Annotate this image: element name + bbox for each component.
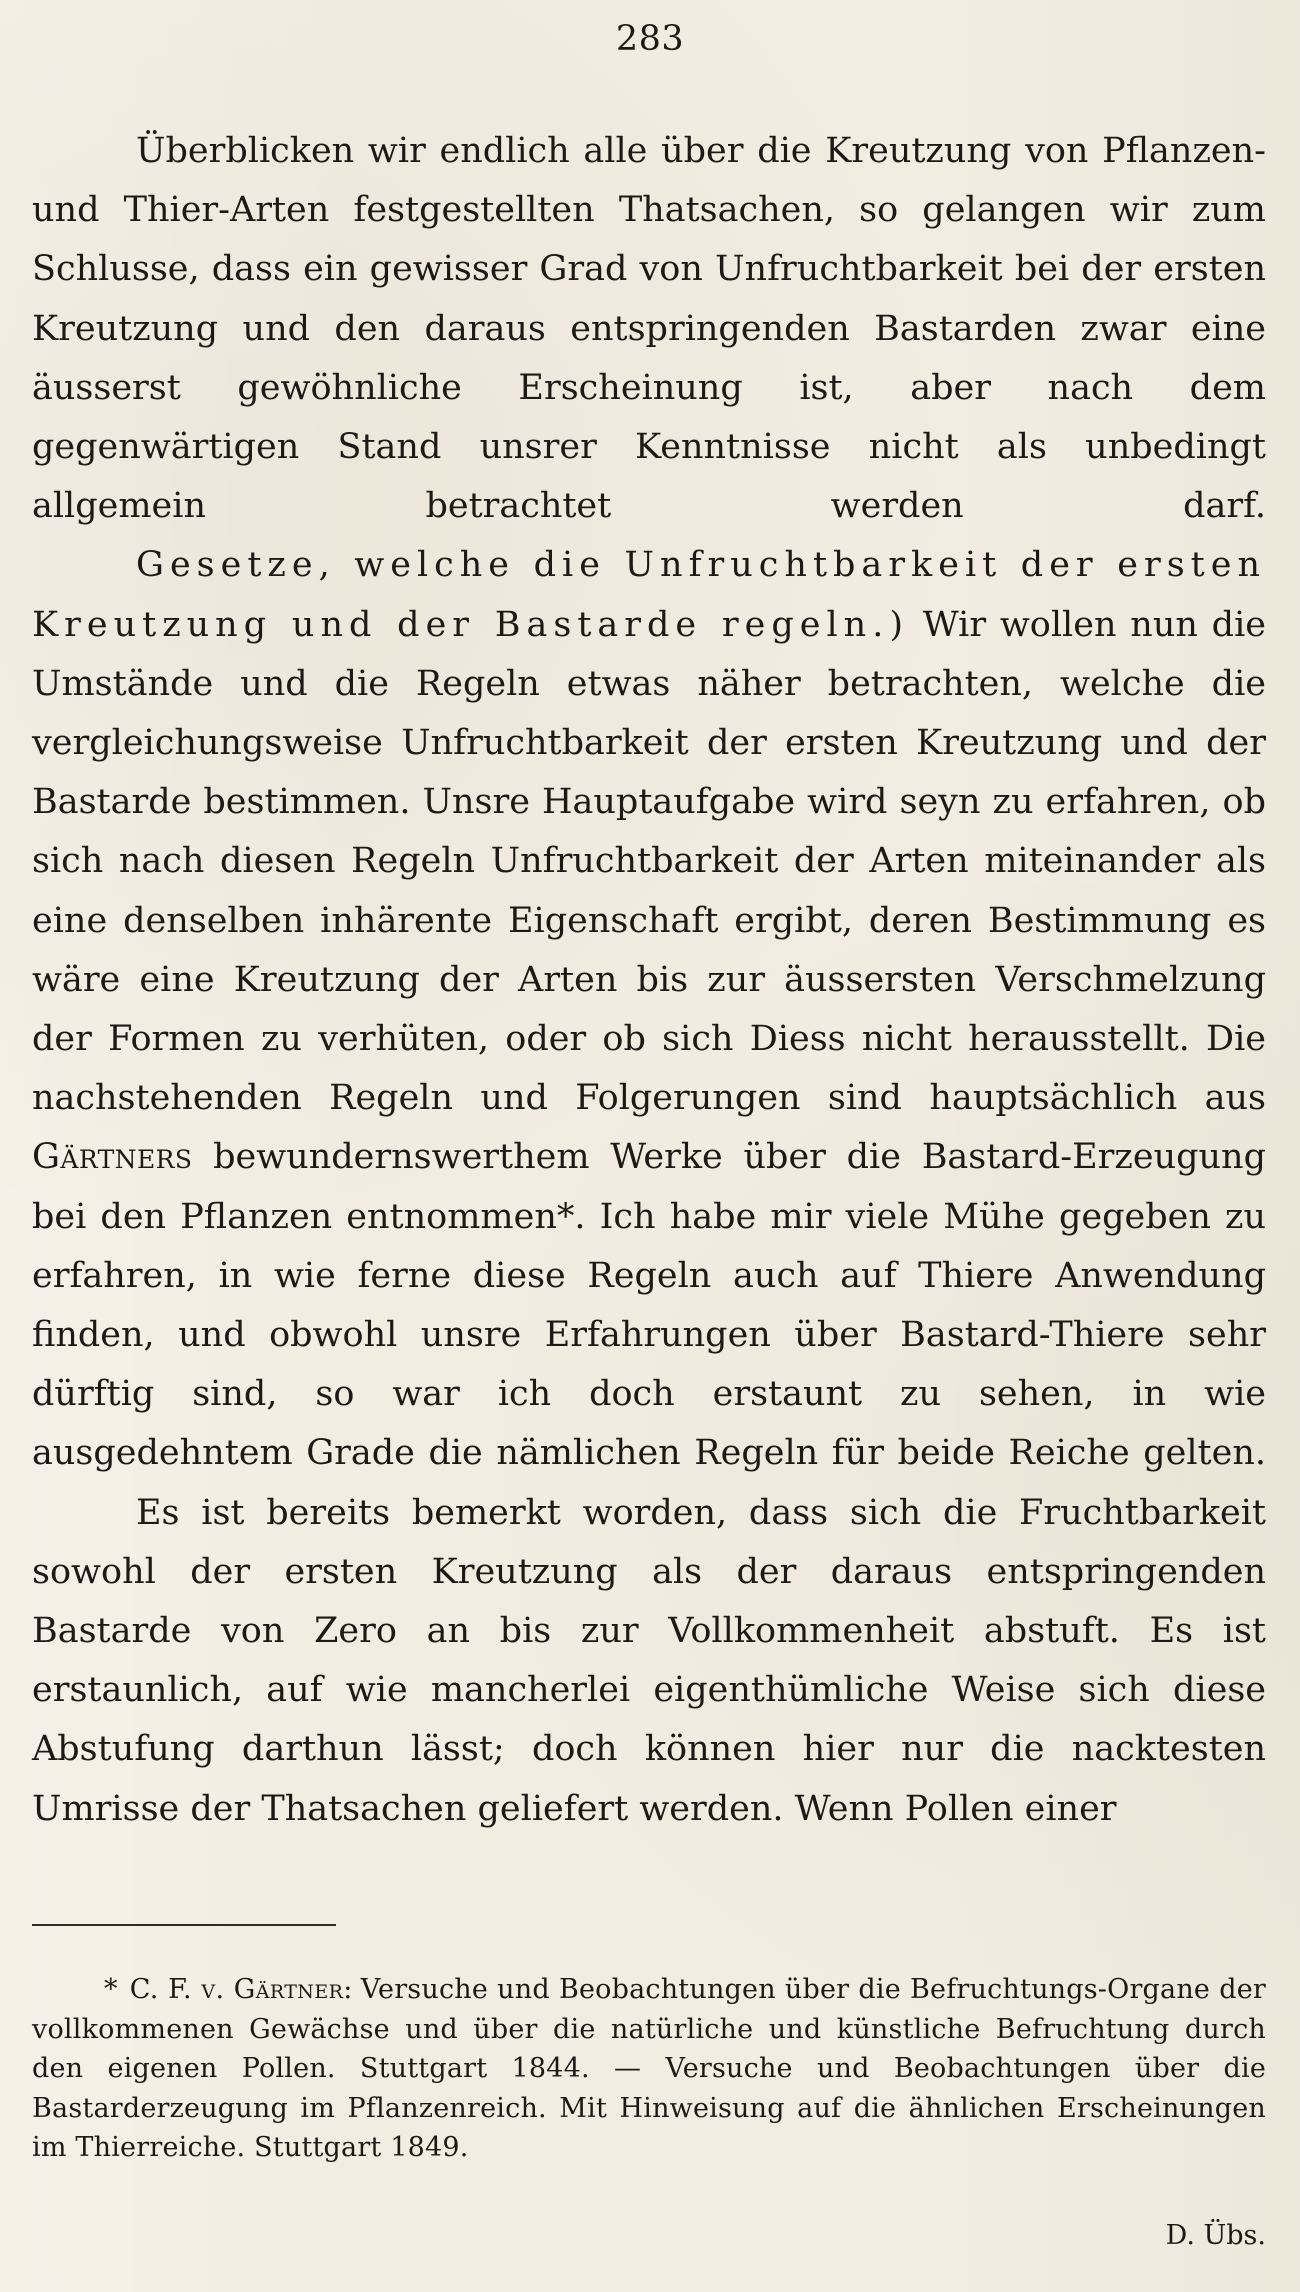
footnote-marker: * [104,1974,118,2005]
footnote-author: C. F. v. Gärtner: [129,1974,353,2005]
paragraph-fertility: Es ist bereits bemerkt worden, dass sich die Fruchtbarkeit sowohl der ersten Kreutzung als der daraus entspringenden Bastarde von Zero an bis zur Vollkommenheit abstuft. Es ist erstaunlich, auf wie mancherlei eigenthümliche Weise sich diese Abstufung darthun lässt; doch können hier nur die nacktesten Umrisse der Thatsachen geliefert werden. Wenn Pollen einer [32,1492,1266,1829]
paragraph-laws-text-after-name: bewundernswerthem Werke über die Bastard-Erzeugung bei den Pflanzen entnommen*. Ich habe mir viele Mühe gegeben zu erfahren, in wie ferne diese Regeln auch auf Thiere Anwendung finden, und obwohl unsre Erfahrungen über Bastard-Thiere sehr dürftig sind, so war ich doch erstaunt zu sehen, in wie ausgedehntem Grade die nämlichen Regeln für beide Reiche gelten. [32,1137,1266,1474]
paragraph-laws-text-before-name: Wir wollen nun die Umstände und die Regeln etwas näher betrachten, welche die vergleichungsweise Unfruchtbarkeit der ersten Kreutzung und der Bastarde bestimmen. Unsre Hauptaufgabe wird seyn zu erfahren, ob sich nach diesen Regeln Unfruchtbarkeit der Arten miteinander als eine denselben inhärente Eigenschaft ergibt, deren Bestimmung es wäre eine Kreutzung der Arten bis zur äussersten Verschmelzung der Formen zu verhüten, oder ob sich Diess nicht herausstellt. Die nachstehenden Regeln und Folgerungen sind hauptsächlich aus [32,604,1266,1119]
translator-note: D. Übs. [1165,2220,1266,2251]
paragraph-laws [32,536,1266,1483]
page-number: 283 [615,19,685,59]
section-heading: Gesetze, welche die Unfruchtbarkeit der ersten Kreutzung und der Bastarde regeln.) [32,545,1266,645]
footnote-text: Versuche und Beobachtungen über die Befruchtungs-Organe der vollkommenen Gewächse und über die natürliche und künstliche Befruchtung durch den eigenen Pollen. Stuttgart 1844. — Versuche und Beobachtungen über die Bastarderzeugung im Pflanzenreich. Mit Hinweisung auf die ähnlichen Erscheinungen im Thierreiche. Stuttgart 1849. [32,1974,1266,2163]
main-text [32,122,1266,1839]
footnote-gaertner [32,1970,1266,2168]
author-name: Gärtners [32,1137,193,1178]
footnotes [32,1970,1266,2168]
paragraph-conclusion: Überblicken wir endlich alle über die Kreutzung von Pflanzen- und Thier-Arten festgestellten Thatsachen, so gelangen wir zum Schlusse, dass ein gewisser Grad von Unfruchtbarkeit bei der ersten Kreutzung und den daraus entspringenden Bastarden zwar eine äusserst gewöhnliche Erscheinung ist, aber nach dem gegenwärtigen Stand unsrer Kenntnisse nicht als unbedingt allgemein betrachtet werden darf. [32,131,1266,527]
footnote-divider [32,1924,336,1926]
